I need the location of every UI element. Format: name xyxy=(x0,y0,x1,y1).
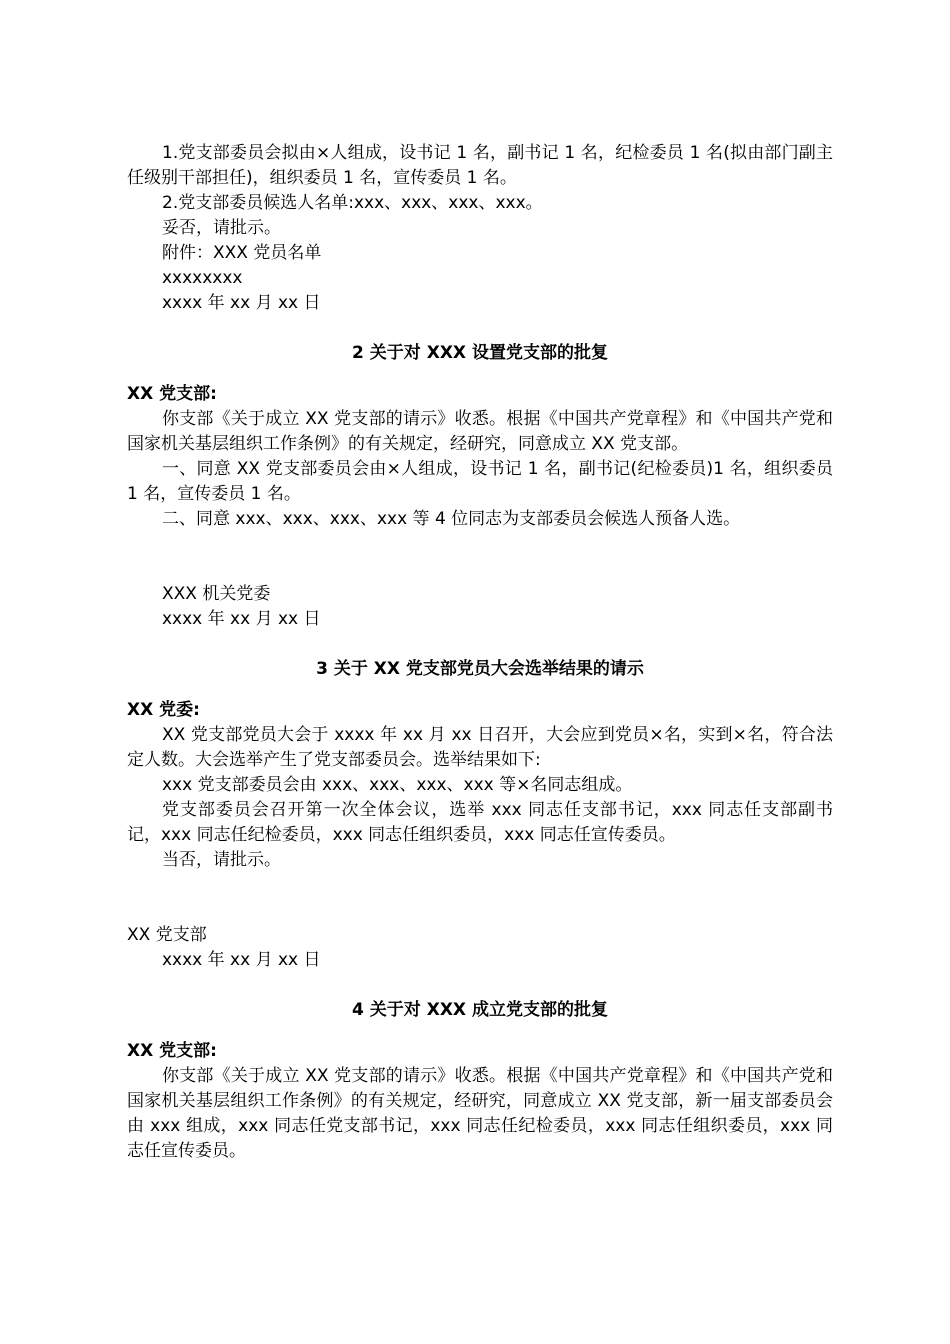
s2-para-3: 二、同意 xxx、xxx、xxx、xxx 等 4 位同志为支部委员会候选人预备人选。 xyxy=(162,509,741,529)
s1-closing: 妥否，请批示。 xyxy=(162,218,281,238)
s3-para-3: 党支部委员会召开第一次全体会议，选举 xxx 同志任支部书记，xxx 同志任支部副书记，xxx 同志任纪检委员，xxx 同志任组织委员，xxx 同志任宣传委员。 xyxy=(127,800,833,845)
s3-signature: XX 党支部 xyxy=(127,925,207,945)
s4-addressee: XX 党支部: xyxy=(127,1041,217,1061)
s1-item-1: 1.党支部委员会拟由×人组成，设书记 1 名，副书记 1 名，纪检委员 1 名(拟由部门副主任级别干部担任)，组织委员 1 名，宣传委员 1 名。 xyxy=(127,143,833,188)
document-page xyxy=(127,141,833,1164)
s2-addressee: XX 党支部: xyxy=(127,384,217,404)
s1-signature: xxxxxxxx xyxy=(162,268,243,288)
s3-addressee: XX 党委: xyxy=(127,700,200,720)
s3-title: 3 关于 XX 党支部党员大会选举结果的请示 xyxy=(316,659,644,679)
s4-para-1: 你支部《关于成立 XX 党支部的请示》收悉。根据《中国共产党章程》和《中国共产党和国家机关基层组织工作条例》的有关规定，经研究，同意成立 XX 党支部，新一届支部委员会由 xxx 组成，xxx 同志任党支部书记，xxx 同志任纪检委员，xxx 同志任组织委员，xxx 同志任宣传委员。 xyxy=(127,1066,833,1161)
s3-para-1: XX 党支部党员大会于 xxxx 年 xx 月 xx 日召开，大会应到党员×名，实到×名，符合法定人数。大会选举产生了党支部委员会。选举结果如下: xyxy=(127,725,833,770)
s2-date: xxxx 年 xx 月 xx 日 xyxy=(162,609,321,629)
s1-attachment: 附件：XXX 党员名单 xyxy=(162,243,322,263)
s2-title: 2 关于对 XXX 设置党支部的批复 xyxy=(352,343,608,363)
s2-signature: XXX 机关党委 xyxy=(162,584,271,604)
s3-date: xxxx 年 xx 月 xx 日 xyxy=(162,950,321,970)
s1-date: xxxx 年 xx 月 xx 日 xyxy=(162,293,321,313)
s3-para-2: xxx 党支部委员会由 xxx、xxx、xxx、xxx 等×名同志组成。 xyxy=(162,775,633,795)
s1-item-2: 2.党支部委员候选人名单:xxx、xxx、xxx、xxx。 xyxy=(162,193,543,213)
s2-para-1: 你支部《关于成立 XX 党支部的请示》收悉。根据《中国共产党章程》和《中国共产党和国家机关基层组织工作条例》的有关规定，经研究，同意成立 XX 党支部。 xyxy=(127,409,833,454)
s2-para-2: 一、同意 XX 党支部委员会由×人组成，设书记 1 名，副书记(纪检委员)1 名，组织委员 1 名，宣传委员 1 名。 xyxy=(127,459,833,504)
s3-closing: 当否，请批示。 xyxy=(162,850,281,870)
s4-title: 4 关于对 XXX 成立党支部的批复 xyxy=(352,1000,608,1020)
